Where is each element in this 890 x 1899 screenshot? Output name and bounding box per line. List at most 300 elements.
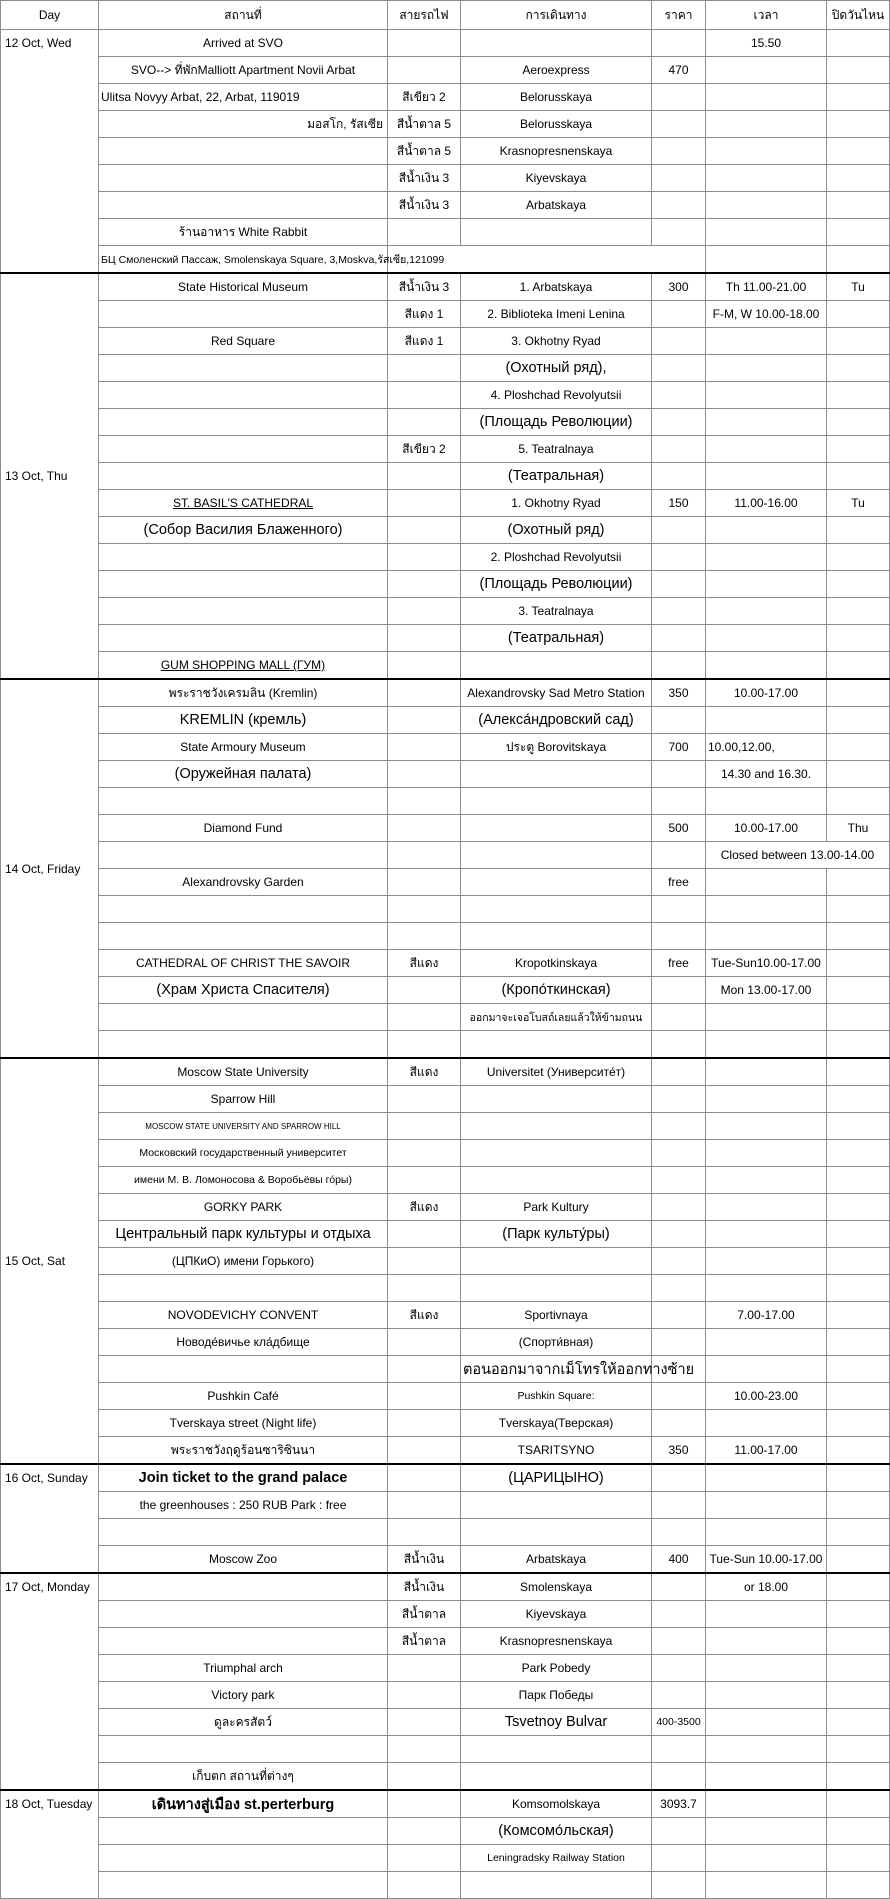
- cell-closed: [827, 1818, 890, 1845]
- cell-route: (Охотный ряд),: [461, 355, 652, 382]
- table-row: [1, 1194, 890, 1221]
- cell-price: [652, 1845, 706, 1872]
- cell-closed: [827, 1546, 890, 1574]
- cell-route: Krasnopresnenskaya: [461, 1628, 652, 1655]
- table-row: [1, 842, 890, 869]
- cell-time: [706, 869, 827, 896]
- cell-line: [388, 869, 461, 896]
- cell-closed: [827, 463, 890, 490]
- cell-line: [388, 977, 461, 1004]
- cell-line: [388, 1383, 461, 1410]
- cell-price: [652, 896, 706, 923]
- cell-time: [706, 1492, 827, 1519]
- cell-place: KREMLIN (кремль): [99, 707, 388, 734]
- cell-price: [652, 1655, 706, 1682]
- table-row: [1, 1492, 890, 1519]
- cell-place: [99, 571, 388, 598]
- cell-place: [99, 1628, 388, 1655]
- cell-time: [706, 57, 827, 84]
- cell-price: [652, 1275, 706, 1302]
- table-row: [1, 1464, 890, 1492]
- cell-closed: [827, 571, 890, 598]
- table-row: [1, 1790, 890, 1818]
- cell-closed: [827, 1437, 890, 1465]
- cell-place: [99, 192, 388, 219]
- cell-closed: [827, 1248, 890, 1275]
- cell-route: TSARITSYNO: [461, 1437, 652, 1465]
- table-row: [1, 1410, 890, 1437]
- cell-route: Park Pobedy: [461, 1655, 652, 1682]
- cell-route: Belorusskaya: [461, 111, 652, 138]
- cell-line: [388, 1410, 461, 1437]
- cell-price: 470: [652, 57, 706, 84]
- cell-time: [706, 652, 827, 680]
- cell-closed: [827, 30, 890, 57]
- cell-route: Kiyevskaya: [461, 1601, 652, 1628]
- cell-time: [706, 707, 827, 734]
- cell-route: [461, 896, 652, 923]
- cell-route: [461, 1519, 652, 1546]
- table-row: [1, 219, 890, 246]
- table-row: [1, 977, 890, 1004]
- cell-closed: [827, 734, 890, 761]
- cell-price: [652, 1248, 706, 1275]
- cell-route: [461, 923, 652, 950]
- table-row: [1, 625, 890, 652]
- cell-time: Mon 13.00-17.00: [706, 977, 827, 1004]
- table-row: [1, 1329, 890, 1356]
- col-header-line: สายรถไฟ: [388, 1, 461, 30]
- cell-line: [388, 625, 461, 652]
- cell-time: 10.00-17.00: [706, 815, 827, 842]
- cell-route: Krasnopresnenskaya: [461, 138, 652, 165]
- cell-time: [706, 1058, 827, 1086]
- cell-time: [706, 1086, 827, 1113]
- table-row: [1, 1031, 890, 1059]
- cell-time: [706, 1194, 827, 1221]
- cell-price: [652, 571, 706, 598]
- table-row: [1, 652, 890, 680]
- cell-time: 10.00-23.00: [706, 1383, 827, 1410]
- cell-time: [706, 1113, 827, 1140]
- cell-time: 15.50: [706, 30, 827, 57]
- cell-route: [461, 30, 652, 57]
- cell-closed: [827, 707, 890, 734]
- cell-line: สีน้ำเงิน: [388, 1546, 461, 1574]
- cell-closed: [827, 517, 890, 544]
- table-row: [1, 1546, 890, 1574]
- cell-price: [652, 84, 706, 111]
- cell-route: (Театральная): [461, 463, 652, 490]
- table-row: [1, 382, 890, 409]
- cell-route: Leningradsky Railway Station: [461, 1845, 652, 1872]
- cell-price: [652, 355, 706, 382]
- cell-time: [706, 328, 827, 355]
- cell-route: [461, 219, 652, 246]
- cell-closed: [827, 301, 890, 328]
- cell-line: [388, 1167, 461, 1194]
- table-row: [1, 1682, 890, 1709]
- cell-time: [706, 1464, 827, 1492]
- cell-place: Центральный парк культуры и отдыха: [99, 1221, 388, 1248]
- cell-place: [99, 598, 388, 625]
- table-row: [1, 869, 890, 896]
- cell-route: Sportivnaya: [461, 1302, 652, 1329]
- cell-route: 3. Teatralnaya: [461, 598, 652, 625]
- cell-price: [652, 301, 706, 328]
- cell-place: [99, 625, 388, 652]
- cell-place: [99, 1031, 388, 1059]
- cell-line: [388, 1736, 461, 1763]
- table-row: [1, 1275, 890, 1302]
- cell-line: [388, 1872, 461, 1899]
- cell-route: 1. Arbatskaya: [461, 273, 652, 301]
- cell-route: 2. Ploshchad Revolyutsii: [461, 544, 652, 571]
- cell-time: [706, 246, 827, 274]
- cell-place: [99, 1818, 388, 1845]
- cell-place: Join ticket to the grand palace: [99, 1464, 388, 1492]
- cell-line: [388, 1519, 461, 1546]
- cell-line: [388, 1818, 461, 1845]
- cell-price: [652, 1573, 706, 1601]
- cell-place: (Оружейная палата): [99, 761, 388, 788]
- cell-price: [652, 436, 706, 463]
- cell-price: 350: [652, 1437, 706, 1465]
- cell-price: [652, 1167, 706, 1194]
- table-row: [1, 1167, 890, 1194]
- cell-time: [706, 788, 827, 815]
- cell-place: [99, 1601, 388, 1628]
- cell-line: [388, 761, 461, 788]
- cell-route: Arbatskaya: [461, 192, 652, 219]
- cell-time: [706, 1140, 827, 1167]
- cell-place: [99, 463, 388, 490]
- cell-place: Московский государственный университет: [99, 1140, 388, 1167]
- cell-time: 11.00-16.00: [706, 490, 827, 517]
- cell-route: 2. Biblioteka Imeni Lenina: [461, 301, 652, 328]
- cell-line: สีน้ำเงิน 3: [388, 192, 461, 219]
- cell-place: GORKY PARK: [99, 1194, 388, 1221]
- cell-time: [706, 436, 827, 463]
- cell-time: [706, 219, 827, 246]
- cell-closed: Tu: [827, 490, 890, 517]
- cell-closed: [827, 679, 890, 707]
- table-row: [1, 436, 890, 463]
- cell-time: [706, 111, 827, 138]
- cell-route: 5. Teatralnaya: [461, 436, 652, 463]
- cell-time: [706, 1519, 827, 1546]
- cell-route: (Комсомо́льская): [461, 1818, 652, 1845]
- table-row: [1, 707, 890, 734]
- cell-route: [461, 1140, 652, 1167]
- cell-route: (Охотный ряд): [461, 517, 652, 544]
- cell-place: ดูละครสัตว์: [99, 1709, 388, 1736]
- cell-place: ST. BASIL'S CATHEDRAL: [99, 490, 388, 517]
- cell-place: [99, 301, 388, 328]
- cell-place: [99, 355, 388, 382]
- table-row: [1, 409, 890, 436]
- cell-place: [99, 1356, 388, 1383]
- table-row: [1, 598, 890, 625]
- day-cell: 14 Oct, Friday: [1, 679, 99, 1058]
- cell-line: [388, 409, 461, 436]
- table-row: [1, 950, 890, 977]
- cell-price: [652, 1113, 706, 1140]
- cell-price: [652, 1818, 706, 1845]
- cell-closed: [827, 1383, 890, 1410]
- table-row: [1, 1655, 890, 1682]
- cell-line: สีเขียว 2: [388, 84, 461, 111]
- cell-time: 7.00-17.00: [706, 1302, 827, 1329]
- cell-time: [706, 1356, 827, 1383]
- table-row: [1, 1601, 890, 1628]
- cell-route: (Парк культу́ры): [461, 1221, 652, 1248]
- cell-closed: [827, 1410, 890, 1437]
- day-cell: 17 Oct, Monday: [1, 1573, 99, 1790]
- cell-line: [388, 1492, 461, 1519]
- cell-price: [652, 382, 706, 409]
- cell-place: เก็บตก สถานที่ต่างๆ: [99, 1763, 388, 1791]
- cell-price: [652, 1194, 706, 1221]
- cell-closed: [827, 1845, 890, 1872]
- cell-time: F-M, W 10.00-18.00: [706, 301, 827, 328]
- cell-route: 3. Okhotny Ryad: [461, 328, 652, 355]
- table-row: [1, 1383, 890, 1410]
- cell-place: [99, 923, 388, 950]
- cell-price: free: [652, 950, 706, 977]
- cell-place: [99, 165, 388, 192]
- cell-time: [706, 1167, 827, 1194]
- table-row: [1, 1845, 890, 1872]
- table-row: [1, 273, 890, 301]
- table-row: [1, 1872, 890, 1899]
- cell-route: ออกมาจะเจอโบสถ์เลยแล้วให้ข้ามถนน: [461, 1004, 652, 1031]
- cell-route: [461, 1167, 652, 1194]
- cell-route: ตอนออกมาจากเม็โทรให้ออกทางซ้าย: [461, 1356, 652, 1383]
- col-header-place: สถานที่: [99, 1, 388, 30]
- cell-price: [652, 219, 706, 246]
- cell-closed: [827, 1329, 890, 1356]
- cell-place: Новоде́вичье кла́дбище: [99, 1329, 388, 1356]
- cell-route: Smolenskaya: [461, 1573, 652, 1601]
- table-row: [1, 815, 890, 842]
- cell-route: [461, 1113, 652, 1140]
- cell-closed: [827, 1736, 890, 1763]
- cell-time: [706, 1845, 827, 1872]
- cell-place: มอสโก, รัสเซีย: [99, 111, 388, 138]
- cell-price: 500: [652, 815, 706, 842]
- cell-price: [652, 463, 706, 490]
- table-row: [1, 896, 890, 923]
- cell-price: 150: [652, 490, 706, 517]
- cell-closed: [827, 1763, 890, 1791]
- cell-price: 300: [652, 273, 706, 301]
- cell-line: [388, 463, 461, 490]
- cell-route: Komsomolskaya: [461, 1790, 652, 1818]
- col-header-price: ราคา: [652, 1, 706, 30]
- cell-line: [388, 219, 461, 246]
- cell-closed: [827, 57, 890, 84]
- cell-route: [461, 1872, 652, 1899]
- col-header-day: Day: [1, 1, 99, 30]
- cell-place: [99, 842, 388, 869]
- cell-line: [388, 1275, 461, 1302]
- cell-time: [706, 192, 827, 219]
- cell-line: [388, 923, 461, 950]
- cell-time: [706, 544, 827, 571]
- table-row: [1, 679, 890, 707]
- cell-price: [652, 1058, 706, 1086]
- cell-line: สีน้ำตาล 5: [388, 111, 461, 138]
- cell-price: [652, 1221, 706, 1248]
- cell-route: (Площадь Революции): [461, 571, 652, 598]
- table-row: [1, 1709, 890, 1736]
- table-row: [1, 328, 890, 355]
- cell-place: Alexandrovsky Garden: [99, 869, 388, 896]
- cell-closed: [827, 165, 890, 192]
- cell-line: [388, 815, 461, 842]
- cell-route: Kropotkinskaya: [461, 950, 652, 977]
- col-header-time: เวลา: [706, 1, 827, 30]
- table-row: [1, 1628, 890, 1655]
- cell-line: สีแดง 1: [388, 328, 461, 355]
- cell-route: (Спорти́вная): [461, 1329, 652, 1356]
- cell-price: [652, 1628, 706, 1655]
- table-row: [1, 1004, 890, 1031]
- cell-price: [652, 1031, 706, 1059]
- cell-line: [388, 842, 461, 869]
- table-row: [1, 246, 890, 274]
- cell-closed: [827, 382, 890, 409]
- cell-price: 3093.7: [652, 1790, 706, 1818]
- cell-place: [99, 788, 388, 815]
- cell-time: 10.00-17.00: [706, 679, 827, 707]
- cell-closed: [827, 1709, 890, 1736]
- cell-place: [99, 1573, 388, 1601]
- cell-time: 10.00,12.00,: [706, 734, 827, 761]
- day-cell: 12 Oct, Wed: [1, 30, 99, 274]
- cell-time: [706, 571, 827, 598]
- cell-price: [652, 1140, 706, 1167]
- cell-route: Tverskaya(Тверская): [461, 1410, 652, 1437]
- cell-closed: [827, 598, 890, 625]
- cell-route: [461, 761, 652, 788]
- cell-closed: [827, 869, 890, 896]
- cell-time: [706, 1736, 827, 1763]
- cell-route: [461, 652, 652, 680]
- cell-time: [706, 1410, 827, 1437]
- cell-price: [652, 1682, 706, 1709]
- cell-price: [652, 788, 706, 815]
- cell-time: [706, 1601, 827, 1628]
- table-row: [1, 1356, 890, 1383]
- cell-time: [706, 1709, 827, 1736]
- cell-place: [99, 436, 388, 463]
- cell-place: [99, 1872, 388, 1899]
- cell-line: [388, 1221, 461, 1248]
- cell-closed: [827, 219, 890, 246]
- cell-route: [461, 869, 652, 896]
- cell-price: [652, 1763, 706, 1791]
- cell-route: (Площадь Революции): [461, 409, 652, 436]
- cell-line: [388, 1031, 461, 1059]
- cell-closed: [827, 977, 890, 1004]
- cell-line: [388, 1790, 461, 1818]
- cell-line: [388, 1004, 461, 1031]
- cell-line: [388, 1464, 461, 1492]
- cell-route: Парк Победы: [461, 1682, 652, 1709]
- cell-price: [652, 544, 706, 571]
- cell-time: [706, 1763, 827, 1791]
- cell-route: [461, 815, 652, 842]
- day-cell: 15 Oct, Sat: [1, 1058, 99, 1464]
- cell-closed: [827, 1194, 890, 1221]
- table-row: [1, 111, 890, 138]
- cell-route: [461, 1763, 652, 1791]
- cell-price: [652, 165, 706, 192]
- cell-closed: [827, 1275, 890, 1302]
- cell-closed: [827, 761, 890, 788]
- cell-closed: [827, 436, 890, 463]
- cell-route: [461, 1248, 652, 1275]
- cell-closed: [827, 1004, 890, 1031]
- cell-price: [652, 625, 706, 652]
- cell-time: [706, 138, 827, 165]
- cell-time: [706, 1221, 827, 1248]
- cell-place: [99, 544, 388, 571]
- table-row: [1, 490, 890, 517]
- cell-line: [388, 490, 461, 517]
- cell-place: [99, 1275, 388, 1302]
- cell-place: Triumphal arch: [99, 1655, 388, 1682]
- cell-route: [461, 1275, 652, 1302]
- cell-price: [652, 1736, 706, 1763]
- table-row: [1, 192, 890, 219]
- cell-closed: [827, 84, 890, 111]
- cell-route: [461, 1031, 652, 1059]
- cell-closed: [827, 544, 890, 571]
- cell-route: (ЦАРИЦЫНО): [461, 1464, 652, 1492]
- cell-price: [652, 1464, 706, 1492]
- cell-closed: [827, 1086, 890, 1113]
- cell-line: [388, 1248, 461, 1275]
- cell-line: [388, 1763, 461, 1791]
- table-row: [1, 1818, 890, 1845]
- table-row: [1, 1086, 890, 1113]
- cell-line: [388, 30, 461, 57]
- cell-route: Tsvetnoy Bulvar: [461, 1709, 652, 1736]
- cell-time: Tue-Sun 10.00-17.00: [706, 1546, 827, 1574]
- cell-price: 400: [652, 1546, 706, 1574]
- cell-route: Universitet (Университе́т): [461, 1058, 652, 1086]
- cell-time: [706, 1818, 827, 1845]
- cell-place: ร้านอาหาร White Rabbit: [99, 219, 388, 246]
- cell-place: เดินทางสู่เมือง st.perterburg: [99, 1790, 388, 1818]
- cell-place: MOSCOW STATE UNIVERSITY AND SPARROW HILL: [99, 1113, 388, 1140]
- cell-route: Aeroexpress: [461, 57, 652, 84]
- cell-place: [99, 1736, 388, 1763]
- cell-price: [652, 1004, 706, 1031]
- table-row: [1, 1248, 890, 1275]
- cell-place: Sparrow Hill: [99, 1086, 388, 1113]
- cell-line: [388, 1140, 461, 1167]
- cell-price: [652, 1086, 706, 1113]
- cell-line: [388, 517, 461, 544]
- cell-line: สีน้ำเงิน 3: [388, 273, 461, 301]
- cell-place: Tverskaya street (Night life): [99, 1410, 388, 1437]
- cell-line: [388, 734, 461, 761]
- cell-time: [706, 1790, 827, 1818]
